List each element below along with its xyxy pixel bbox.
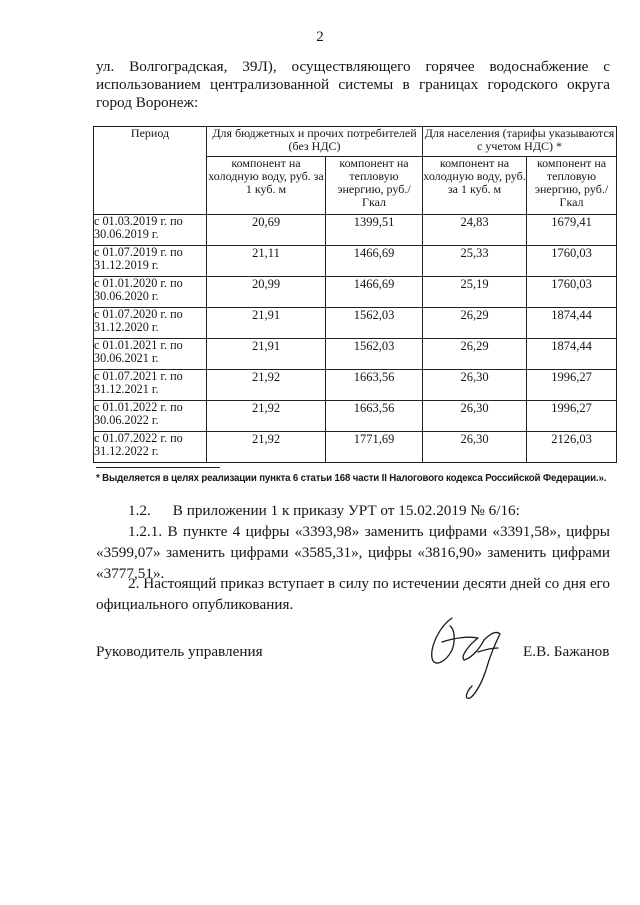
cell-population-cold: 26,29 (423, 339, 527, 370)
paragraph-line: официального опубликования. (96, 596, 294, 613)
cell-period: с 01.07.2020 г. по 31.12.2020 г. (94, 308, 207, 339)
paragraph-number: 1.2. (128, 502, 151, 519)
cell-population-heat: 1996,27 (527, 370, 617, 401)
header-population-group: Для населения (тарифы указываются с учетом НДС) * (423, 127, 617, 157)
footnote-divider (96, 467, 220, 468)
header-budget-heat: компонент на тепловую энергию, руб./Гкал (326, 157, 423, 215)
table-row (94, 401, 617, 432)
cell-population-cold: 26,30 (423, 432, 527, 463)
intro-paragraph (96, 58, 610, 112)
cell-budget-heat: 1771,69 (326, 432, 423, 463)
intro-line: использованием централизованной системы в границах городского округа (96, 76, 610, 93)
cell-period: с 01.01.2022 г. по 30.06.2022 г. (94, 401, 207, 432)
table-row (94, 432, 617, 463)
cell-population-cold: 24,83 (423, 215, 527, 246)
cell-period: с 01.07.2019 г. по 31.12.2019 г. (94, 246, 207, 277)
cell-budget-cold: 20,69 (207, 215, 326, 246)
page-number: 2 (316, 29, 324, 45)
table-row (94, 339, 617, 370)
header-budget-group: Для бюджетных и прочих потребителей (без НДС) (207, 127, 423, 157)
paragraph-line: «3599,07» заменить цифрами «3585,31», цифры «3816,90» заменить цифрами (96, 544, 610, 561)
paragraph-line: 2. Настоящий приказ вступает в силу по истечении десяти дней со дня его (128, 575, 610, 592)
cell-period: с 01.03.2019 г. по 30.06.2019 г. (94, 215, 207, 246)
cell-population-heat: 1679,41 (527, 215, 617, 246)
cell-budget-heat: 1466,69 (326, 246, 423, 277)
cell-budget-cold: 21,92 (207, 401, 326, 432)
signatory-position: Руководитель управления (96, 643, 263, 660)
intro-line: город Воронеж: (96, 94, 199, 111)
paragraph-2 (96, 573, 610, 615)
cell-budget-cold: 20,99 (207, 277, 326, 308)
cell-population-cold: 26,29 (423, 308, 527, 339)
cell-budget-heat: 1663,56 (326, 401, 423, 432)
cell-budget-heat: 1663,56 (326, 370, 423, 401)
header-population-heat: компонент на тепловую энергию, руб./Гкал (527, 157, 617, 215)
cell-budget-heat: 1562,03 (326, 308, 423, 339)
cell-population-heat: 2126,03 (527, 432, 617, 463)
table-row (94, 308, 617, 339)
cell-budget-cold: 21,11 (207, 246, 326, 277)
cell-period: с 01.07.2021 г. по 31.12.2021 г. (94, 370, 207, 401)
cell-period: с 01.01.2020 г. по 30.06.2020 г. (94, 277, 207, 308)
paragraph-line: «3777,51». (96, 565, 165, 582)
cell-population-heat: 1874,44 (527, 308, 617, 339)
cell-budget-heat: 1562,03 (326, 339, 423, 370)
cell-population-heat: 1760,03 (527, 277, 617, 308)
table-row (94, 246, 617, 277)
cell-budget-heat: 1466,69 (326, 277, 423, 308)
cell-budget-cold: 21,91 (207, 308, 326, 339)
header-population-cold: компонент на холодную воду, руб. за 1 куб. м (423, 157, 527, 215)
cell-budget-cold: 21,92 (207, 370, 326, 401)
table-row (94, 370, 617, 401)
footnote: * Выделяется в целях реализации пункта 6 статьи 168 части II Налогового кодекса Российской Федерации.». (96, 473, 607, 484)
intro-line: ул. Волгоградская, 39Л), осуществляющего горячее водоснабжение с (96, 58, 610, 75)
cell-population-cold: 26,30 (423, 401, 527, 432)
cell-period: с 01.01.2021 г. по 30.06.2021 г. (94, 339, 207, 370)
cell-population-heat: 1760,03 (527, 246, 617, 277)
cell-population-heat: 1996,27 (527, 401, 617, 432)
table-row (94, 215, 617, 246)
cell-population-cold: 25,33 (423, 246, 527, 277)
cell-budget-cold: 21,91 (207, 339, 326, 370)
paragraph-text: В приложении 1 к приказу УРТ от 15.02.2019 № 6/16: (172, 502, 520, 519)
paragraph-1-2 (128, 502, 520, 520)
paragraph-line: 1.2.1. В пункте 4 цифры «3393,98» заменить цифрами «3391,58», цифры (128, 523, 610, 540)
cell-budget-cold: 21,92 (207, 432, 326, 463)
cell-budget-heat: 1399,51 (326, 215, 423, 246)
cell-period: с 01.07.2022 г. по 31.12.2022 г. (94, 432, 207, 463)
signatory-name: Е.В. Бажанов (523, 643, 610, 660)
table-row (94, 277, 617, 308)
header-budget-cold: компонент на холодную воду, руб. за 1 куб. м (207, 157, 326, 215)
header-period: Период (94, 127, 207, 215)
cell-population-cold: 25,19 (423, 277, 527, 308)
cell-population-heat: 1874,44 (527, 339, 617, 370)
handwritten-signature (420, 612, 520, 702)
cell-population-cold: 26,30 (423, 370, 527, 401)
tariff-table (93, 126, 617, 463)
